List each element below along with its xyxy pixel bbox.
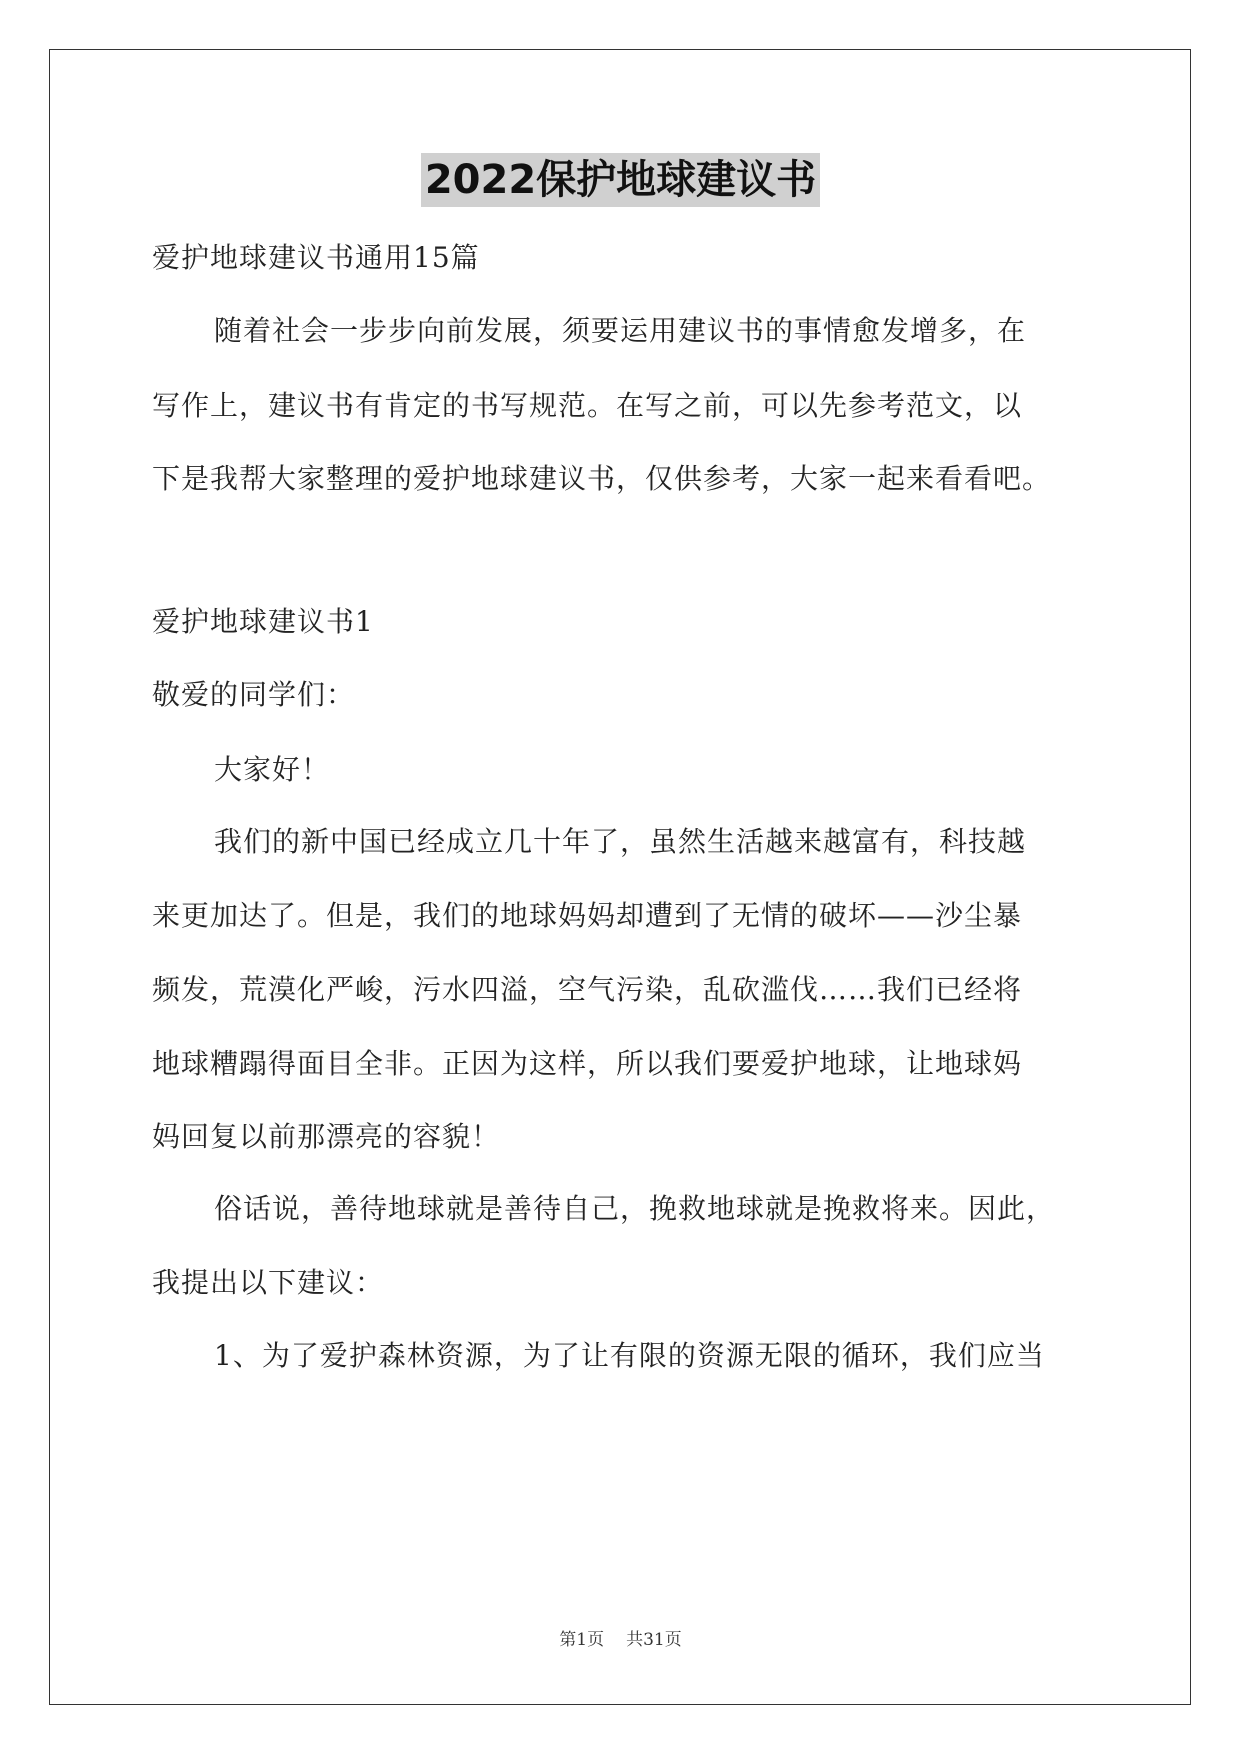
- paragraph1-line-2: 来更加达了。但是，我们的地球妈妈却遭到了无情的破坏——沙尘暴: [152, 899, 1023, 932]
- page-border: [49, 49, 1191, 1705]
- salutation: 敬爱的同学们：: [152, 678, 356, 711]
- document-title: [0, 150, 1241, 210]
- document-subtitle: 爱护地球建议书通用15篇: [152, 241, 480, 274]
- list-item-1: 1、为了爱护森林资源，为了让有限的资源无限的循环，我们应当: [214, 1339, 1045, 1372]
- intro-line-1: 随着社会一步步向前发展，须要运用建议书的事情愈发增多，在: [214, 314, 1027, 347]
- paragraph2-line-2: 我提出以下建议：: [152, 1266, 385, 1299]
- paragraph1-line-1: 我们的新中国已经成立几十年了，虽然生活越来越富有，科技越: [214, 825, 1027, 858]
- page-footer: [0, 1628, 1241, 1652]
- intro-line-2: 写作上，建议书有肯定的书写规范。在写之前，可以先参考范文，以: [152, 389, 1023, 422]
- paragraph1-line-5: 妈回复以前那漂亮的容貌！: [152, 1120, 501, 1153]
- document-title-text: 2022保护地球建议书: [421, 153, 820, 207]
- greeting: 大家好！: [214, 753, 331, 786]
- intro-line-3: 下是我帮大家整理的爱护地球建议书，仅供参考，大家一起来看看吧。: [152, 462, 1052, 495]
- page-total: 共31页: [626, 1630, 682, 1650]
- paragraph1-line-4: 地球糟蹋得面目全非。正因为这样，所以我们要爱护地球，让地球妈: [152, 1047, 1023, 1080]
- paragraph2-line-1: 俗话说，善待地球就是善待自己，挽救地球就是挽救将来。因此，: [214, 1192, 1056, 1225]
- page-number: 第1页: [559, 1630, 605, 1650]
- section-heading: 爱护地球建议书1: [152, 605, 374, 638]
- paragraph1-line-3: 频发，荒漠化严峻，污水四溢，空气污染，乱砍滥伐……我们已经将: [152, 973, 1023, 1006]
